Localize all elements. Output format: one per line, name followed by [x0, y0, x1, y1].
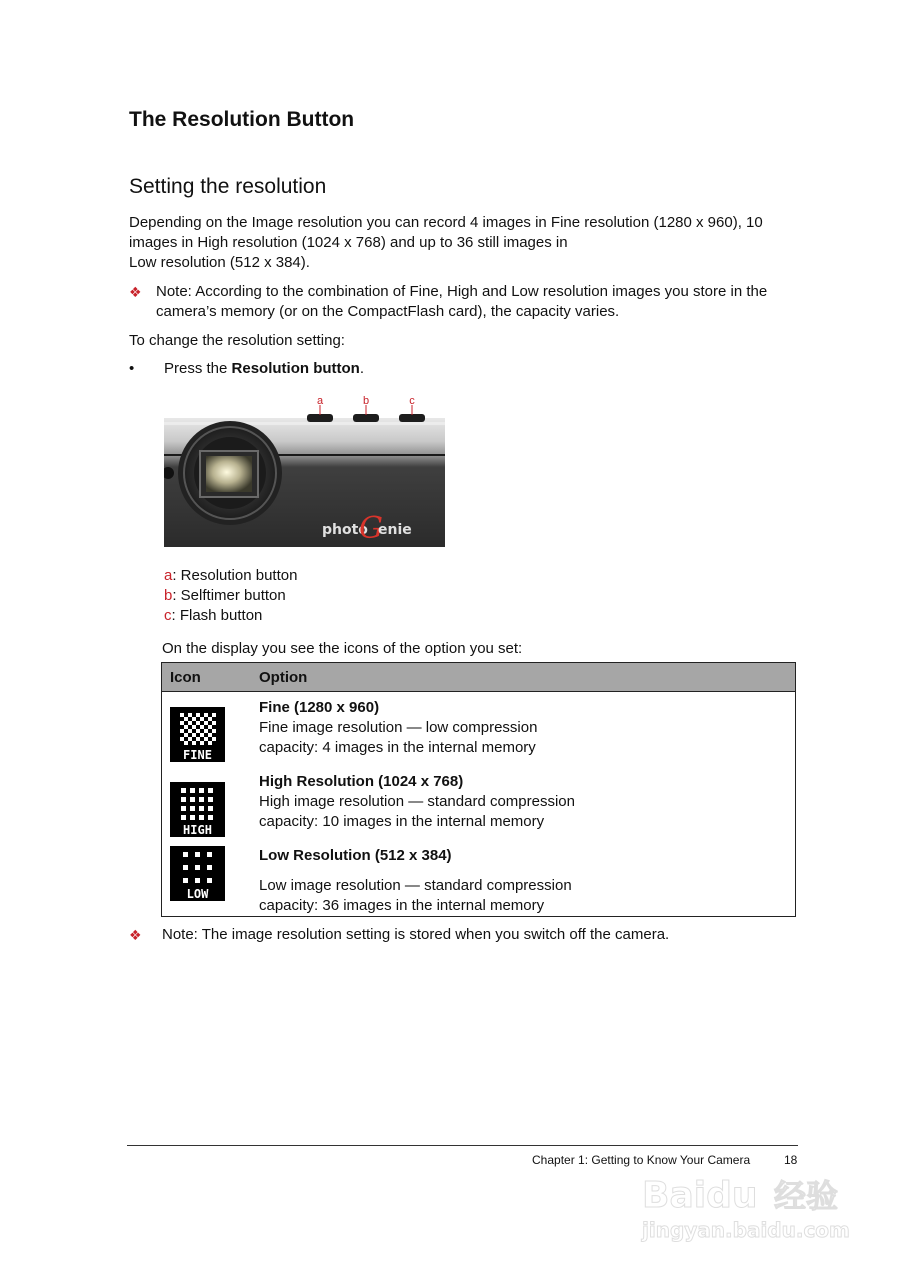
step-prefix: Press the — [164, 360, 232, 377]
low-icon-label: LOW — [186, 887, 209, 901]
legend-letter: b — [164, 587, 173, 604]
step-bold: Resolution button — [231, 360, 360, 377]
camera-top-image — [164, 394, 445, 547]
table-row-low — [259, 846, 779, 916]
row-title: Low Resolution (512 x 384) — [259, 847, 452, 864]
callout-a: a — [316, 395, 324, 407]
row-title: Fine (1280 x 960) — [259, 699, 380, 716]
legend-item-c — [164, 606, 297, 626]
footer-chapter: Chapter 1: Getting to Know Your Camera — [532, 1153, 751, 1167]
callout-c: c — [409, 395, 415, 407]
logo-enie: enie — [378, 522, 412, 538]
note-line: Note: According to the combination of Fine, High and Low resolution images you store in the — [156, 283, 768, 300]
row-line: Low image resolution — standard compression — [259, 877, 572, 894]
watermark-brand: Baidu — [642, 1175, 758, 1216]
row-line: capacity: 36 images in the internal memory — [259, 897, 545, 914]
legend-item-b — [164, 586, 297, 606]
intro-paragraph — [129, 213, 789, 273]
row-line: Fine image resolution — low compression — [259, 719, 538, 736]
table-row-high — [259, 772, 779, 832]
display-instruction: On the display you see the icons of the option you set: — [162, 640, 523, 657]
legend-text: : Resolution button — [172, 567, 298, 584]
note-text: Note: The image resolution setting is stored when you switch off the camera. — [162, 926, 670, 943]
section-title: Setting the resolution — [129, 175, 327, 198]
step-suffix: . — [359, 360, 365, 377]
camera-top-buttons — [307, 414, 425, 422]
legend-letter: a — [164, 567, 173, 584]
note-diamond-icon: ❖ — [129, 284, 142, 300]
row-line: capacity: 4 images in the internal memory — [259, 739, 536, 756]
note-line: camera’s memory (or on the CompactFlash card), the capacity varies. — [156, 303, 620, 320]
note-text — [156, 282, 786, 322]
fine-icon-label: FINE — [183, 748, 212, 762]
watermark-url: jingyan.baidu.com — [642, 1218, 850, 1242]
note-stored — [129, 925, 789, 946]
step-text — [164, 359, 364, 379]
legend-text: : Flash button — [171, 607, 263, 624]
legend-text: : Selftimer button — [172, 587, 286, 604]
high-resolution-icon — [170, 782, 225, 837]
page-title: The Resolution Button — [129, 108, 355, 131]
legend-item-a — [164, 566, 297, 586]
header-option: Option — [259, 669, 308, 686]
fine-resolution-icon — [170, 707, 225, 762]
change-instruction: To change the resolution setting: — [129, 332, 345, 349]
page-number: 18 — [784, 1153, 798, 1167]
intro-line: images in High resolution (1024 x 768) and up to 36 still images in — [129, 234, 568, 251]
low-resolution-icon — [170, 846, 225, 901]
note-capacity — [129, 282, 789, 320]
button-legend — [164, 566, 297, 626]
logo-g: G — [359, 511, 383, 546]
legend-letter: c — [164, 607, 172, 624]
row-line: capacity: 10 images in the internal memory — [259, 813, 545, 830]
note-diamond-icon: ❖ — [129, 927, 142, 943]
watermark-cn: 经验 — [774, 1177, 839, 1215]
resolution-table — [161, 662, 796, 917]
footer-divider — [127, 1145, 798, 1146]
callout-b: b — [362, 395, 370, 407]
row-title: High Resolution (1024 x 768) — [259, 773, 464, 790]
table-row-fine — [259, 698, 779, 758]
row-line: High image resolution — standard compression — [259, 793, 575, 810]
high-icon-label: HIGH — [183, 823, 212, 837]
table-header — [162, 663, 795, 692]
logo-photo: photo — [322, 522, 368, 538]
header-icon: Icon — [170, 669, 201, 686]
bullet-dot: • — [129, 360, 135, 377]
intro-line: Low resolution (512 x 384). — [129, 254, 310, 271]
intro-line: Depending on the Image resolution you can record 4 images in Fine resolution (1280 x 960), 10 — [129, 214, 763, 231]
baidu-watermark — [640, 1165, 860, 1245]
